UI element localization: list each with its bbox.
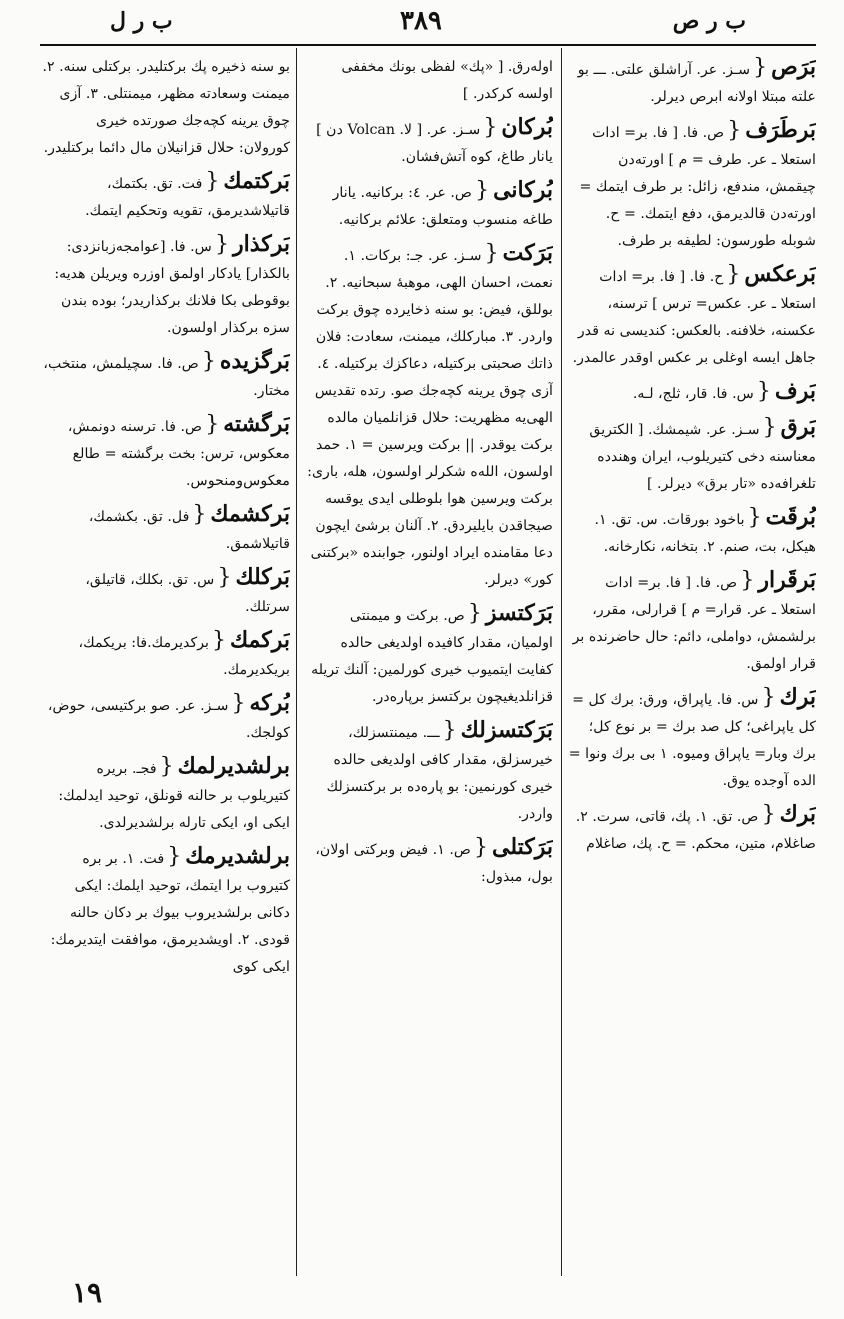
entry-brace: { [483, 115, 498, 140]
headword: بُرقَت [765, 504, 816, 530]
dictionary-entry [42, 168, 290, 225]
dictionary-entry [568, 414, 816, 498]
entry-brace: { [753, 55, 768, 80]
definition-text: ص. فا. سچيلمش، منتخب، مختار. [43, 356, 290, 399]
headword: بَرك [779, 801, 816, 827]
column-right [568, 54, 816, 1278]
entry-brace: { [762, 415, 777, 440]
headword: بَرگشته [223, 411, 290, 437]
dictionary-entry [42, 753, 290, 837]
header-rule [40, 44, 816, 46]
definition-text: اوله‌رق. [ «پك» لفظى بونك مخففى اولسه كركدر. ] [341, 59, 553, 102]
column-left [42, 54, 290, 1278]
headword: بَرگزيده [219, 348, 290, 374]
column-divider [561, 48, 562, 1276]
definition-text: ص. فا. [ فا. بر= ادات استعلا ـ عر. قرار= م ] قرارلى، مقرر، برلشمش، دواملى، دائم: حال حاضرنده بر قرار اولمق. [572, 575, 816, 672]
entry-brace: { [740, 568, 755, 593]
definition-text: ص. تق. ١. پك، قاتى، سرت. ٢. صاغلام، متين، محكم. = ح. پك، صاغلام [575, 809, 816, 852]
dictionary-entry [568, 567, 816, 678]
entry-brace: { [474, 835, 488, 860]
definition-text: س. فا. قار، ثلج، لـه. [632, 386, 754, 402]
dictionary-entry [303, 834, 553, 891]
entry-brace: { [727, 118, 742, 143]
dictionary-entry [42, 690, 290, 747]
headword: بَركمك [230, 627, 290, 653]
definition-text: ص. فا. ترسنه دونمش، معكوس، ترس: بخت برگشته = طالع معكوس‌ومنحوس. [67, 419, 290, 489]
dictionary-entry [568, 261, 816, 372]
headword: بَركلك [235, 564, 290, 590]
header-guide-word-right: ب ر ص [672, 8, 746, 34]
definition-text: ص. ١. فيض وبركتى اولان، بول، مبذول: [315, 842, 553, 885]
entry-brace: { [231, 691, 246, 716]
headword: بَركتمك [223, 168, 290, 194]
dictionary-entry [42, 501, 290, 558]
dictionary-entry [568, 801, 816, 858]
entry-brace: { [484, 241, 499, 266]
definition-text: س. فا. [عوامجه‌زبانزدى: بالكذار] يادكار اولمق اوزره ويريلن هديه: بوقوطى بكا فلانك بركذاريدر؛ بوده بندن سزه بركذار اولسون. [54, 239, 290, 336]
headword: بَرطَرَف [745, 117, 816, 143]
definition-text: ص. فا. [ فا. بر= ادات استعلا ـ عر. طرف = م ] اورته‌دن چيقمش، مندفع، زائل: بر طرف ايتمك = اورته‌دن قالديرمق، دفع ايتمك. = ح. شوبله طورسون: لطيفه بر طرف. [579, 125, 816, 249]
definition-text: ح. فا. [ فا. بر= ادات استعلا ـ عر. عكس= ترس ] ترسنه، عكسنه، خلافنه. بالعكس: كنديسى نه قدر جاهل ايسه اوغلى بر عكس اوقدر عالمدر. [572, 269, 816, 366]
signature-mark: ١٩ [72, 1276, 103, 1309]
column-divider [296, 48, 297, 1276]
dictionary-entry [42, 231, 290, 342]
definition-text: فت. تق. بكتمك، قاتيلاشديرمق، تقويه وتحكيم ايتمك. [85, 176, 290, 219]
headword: برلشديرلمك [177, 753, 290, 779]
headword: بَرَكتسز [485, 600, 553, 626]
definition-text: س. تق. بكلك، قاتيلق، سرتلك. [85, 572, 290, 615]
headword: بَرَكتلى [492, 834, 553, 860]
headword: بُركانى [493, 177, 553, 203]
entry-brace: { [761, 685, 776, 710]
definition-text: سـز. عر. آراشلق علتى. ـــ بو علته مبتلا اولانه ابرص ديرلر. [577, 62, 816, 105]
headword: بَرك [779, 684, 816, 710]
definition-text: فت. ١. بر بره كتيروب برا ايتمك، توحيد ايلمك: ايكى دكانى برلشديروب بيوك بر دكان حالنه قودى. ٢. اويشديرمق، موافقت ايتديرمك: ايكى كوى [50, 851, 290, 975]
headword: بَرعكس [744, 261, 816, 287]
definition-text: ص. عر. ٤: بركانيه. يانار طاغه منسوب ومتعلق: علائم بركانيه. [332, 185, 553, 228]
entry-brace: { [167, 844, 182, 869]
dictionary-entry [42, 564, 290, 621]
dictionary-entry [42, 843, 290, 981]
column-middle [303, 54, 553, 1278]
dictionary-entry [303, 600, 553, 711]
dictionary-entry [42, 348, 290, 405]
entry-brace: { [212, 628, 226, 653]
entry-brace: { [726, 262, 741, 287]
entry-brace: { [756, 379, 771, 404]
entry-brace: { [192, 502, 207, 527]
dictionary-entry [568, 54, 816, 111]
headword: بَرف [774, 378, 816, 404]
definition-text: ـــ. ميمنتسزلك، خيرسزلق، مقدار كافى اولديغى حالده خيرى كورنمين: بو پاره‌ده بر بركتسزلك واردر. [326, 725, 553, 822]
entry-brace: { [761, 802, 776, 827]
page-number: ٣٨٩ [400, 6, 442, 36]
entry-brace: { [442, 718, 457, 743]
page-header [40, 6, 816, 40]
headword: بَركشمك [210, 501, 290, 527]
dictionary-entry [42, 54, 290, 162]
dictionary-entry [568, 504, 816, 561]
definition-text: سـز. عر. صو بركتيسى، حوض، كولجك. [47, 698, 290, 741]
dictionary-entry [303, 177, 553, 234]
definition-text: ص. بركت و ميمنتى اولميان، مقدار كافيده اولديغى حالده كفايت ايتميوب خيرى كورلمين: آلنك تريله قزانلديغيچون بركتسز برپاره‌در. [311, 608, 553, 705]
dictionary-entry [42, 627, 290, 684]
definition-text: فل. تق. بكشمك، قاتيلاشمق. [88, 509, 290, 552]
dictionary-entry [303, 240, 553, 594]
definition-text: بو سنه ذخيره پك بركتليدر. بركتلى سنه. ٢. ميمنت وسعادته مظهر، ميمنتلى. ٣. آزى چوق يرينه كچه‌جك صورتده خيرى كورولان: حلال قزانيلان مال دائما بركتليدر. [42, 59, 290, 156]
dictionary-entry [568, 378, 816, 408]
entry-brace: { [214, 232, 229, 257]
definition-text: س. فا. ياپراق، ورق: برك كل = كل ياپراغى؛ كل صد برك = بر نوع كل؛ برك وبار= ياپراق وميوه. ١ بى برك ونوا = الده آوجده يوق. [568, 692, 816, 789]
definition-text: بركديرمك.فا: بريكمك، بريكديرمك. [78, 635, 290, 678]
headword: بُركه [249, 690, 290, 716]
definition-text: باخود بورقات. س. تق. ١. هيكل، بت، صنم. ٢. بتخانه، نكارخانه. [594, 512, 816, 555]
entry-brace: { [467, 601, 482, 626]
definition-text: سـز. عر. جـ: بركات. ١. نعمت، احسان الهى، موهبهٔ سبحانيه. ٢. بوللق، فيض: بو سنه ذخايرده چوق بركت واردر. ٣. مباركلك، ميمنت، سعادت: فلان ذاتك صحبتى بركتيله، دعاكزك بركتيله. ٤. آزى چوق يرينه كچه‌جك صو. رتده تقديس الهى‌يه مظهريت: حلال قزانلميان مالده بركت يوقدر. || بركت ويرسين = ١. حمد اولسون، الله‌ه شكرلر اولسون، هله، بارى: بركت ويرسين هوا بلوطلى ايدى يوقسه صيجاقدن بايليردق. ٢. آلنان برشئ ايچون دعا مقامنده ايراد اولنور، جوابنده «بركتنى كور» ديرلر. [307, 248, 553, 588]
entry-brace: { [475, 178, 490, 203]
entry-brace: { [159, 754, 174, 779]
dictionary-entry [303, 114, 553, 171]
dictionary-entry [568, 117, 816, 255]
headword: بَرق [780, 414, 816, 440]
entry-brace: { [201, 349, 216, 374]
headword: بَركذار [232, 231, 290, 257]
entry-brace: { [205, 169, 220, 194]
entry-brace: { [205, 412, 220, 437]
dictionary-entry [568, 684, 816, 795]
definition-text: سـز. عر. [ لا. Volcan دن ] يانار طاغ، كوه آتش‌فشان. [316, 122, 553, 165]
headword: برلشديرمك [185, 843, 290, 869]
dictionary-entry [303, 54, 553, 108]
entry-brace: { [747, 505, 762, 530]
headword: بَرَكتسزلك [460, 717, 553, 743]
definition-text: سـز. عر. شيمشك. [ الكتريق معناسنه دخى كتيريلوب، ايران وهندده تلغرافه‌ده «تار برق» ديرلر. ] [589, 422, 816, 492]
header-guide-word-left: ب ر ل [110, 8, 173, 34]
definition-text: فجـ. بريره كتيريلوب بر حالنه قونلق، توحيد ايدلمك: ايكى او، ايكى تارله برلشديرلدى. [58, 761, 290, 831]
headword: بَرقَرار [758, 567, 816, 593]
entry-brace: { [217, 565, 232, 590]
headword: بَرَص [771, 54, 816, 80]
dictionary-entry [42, 411, 290, 495]
headword: بَرَكت [502, 240, 553, 266]
headword: بُركان [501, 114, 553, 140]
dictionary-entry [303, 717, 553, 828]
